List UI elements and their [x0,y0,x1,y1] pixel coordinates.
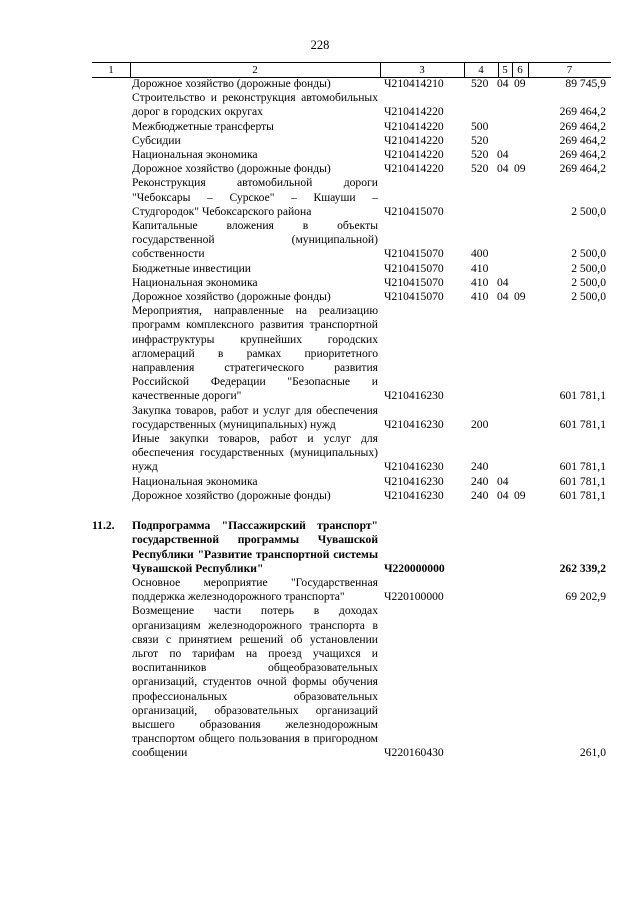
row-sum: 89 745,9 [565,77,606,90]
row-name: Закупка товаров, работ и услуг для обеспечения государственных (муниципальных) нужд [132,403,378,431]
row-expense-type: 500 [471,119,489,133]
row-code: Ч210414220 [384,148,444,162]
header-col-7: 7 [566,64,573,76]
header-col-6: 6 [517,64,523,76]
row-name: Основное мероприятие "Государственная поддержка железнодорожного транспорта" [132,575,378,604]
row-code: Ч220160430 [384,746,444,760]
row-code: Ч210415070 [384,204,444,218]
row-name: Субсидии [132,133,181,147]
table-row [0,519,640,576]
row-sum: 69 202,9 [565,590,606,604]
table-row [0,304,640,403]
row-code: Ч210416230 [384,389,444,403]
row-sum: 601 781,1 [559,389,606,403]
row-sum: 2 500,0 [571,275,606,289]
row-name: Дорожное хозяйство (дорожные фонды) [132,488,331,502]
row-section: 04 [497,77,509,90]
row-code: Ч210414220 [384,133,444,147]
row-name: Строительство и реконструкция автомобильных дорог в городских округах [132,91,378,119]
row-sum: 262 339,2 [559,561,606,575]
table-row [0,262,640,276]
header-col-2: 2 [252,64,258,76]
row-code: Ч210415070 [384,290,444,304]
header-col-1: 1 [108,64,114,76]
row-name: Национальная экономика [132,275,258,289]
row-name: Реконструкция автомобильной дороги "Чебоксары – Сурское" – Кшауши – Студгородок" Чебоксарского района [132,176,378,218]
row-sum: 2 500,0 [571,290,606,304]
row-sum: 2 500,0 [571,204,606,218]
table-row [0,475,640,489]
row-sum: 269 464,2 [559,162,606,176]
row-name: Дорожное хозяйство (дорожные фонды) [132,162,331,176]
row-name: Межбюджетные трансферты [132,119,274,133]
header-col-3: 3 [419,64,425,76]
row-name: Мероприятия, направленные на реализацию программ комплексного развития транспортной инфраструктуры крупнейших городских агломераций в рамках приоритетного направления стратегического развития Российской Федерации "Безопасные и качественные дороги" [132,304,378,403]
row-name: Национальная экономика [132,474,258,488]
row-expense-type: 400 [471,247,489,261]
row-section: 04 [497,275,509,289]
row-expense-type: 240 [471,474,489,488]
row-section: 04 [497,162,509,176]
row-expense-type: 410 [471,290,489,304]
table-row [0,489,640,503]
header-col-5: 5 [502,64,508,76]
row-name: Иные закупки товаров, работ и услуг для обеспечения государственных (муниципальных) нужд [132,432,378,474]
row-name: Подпрограмма "Пассажирский транспорт" государственной программы Чувашской Республики "Развитие транспортной системы Чувашской Республики" [132,519,378,575]
row-code: Ч220000000 [384,561,445,575]
row-name: Возмещение части потерь в доходах организациям железнодорожного транспорта в связи с принятием решений об установлении льгот по тарифам на проезд учащихся и воспитанников общеобразовательных организаций, студентов очной формы обучения профессиональных образовательных организаций, образовательных организаций высшего образования железнодорожным транспортом общего пользования в пригородном сообщении [132,604,378,760]
row-code: Ч210416230 [384,474,444,488]
row-code: Ч210414220 [384,162,444,176]
row-sum: 2 500,0 [571,261,606,275]
row-sum: 269 464,2 [559,119,606,133]
row-code: Ч210414220 [384,105,444,119]
row-section: 04 [497,488,509,502]
table-row [0,276,640,290]
table-row [0,148,640,162]
row-code: Ч220100000 [384,590,444,604]
row-subsection: 09 [514,290,526,304]
row-sum: 601 781,1 [559,460,606,474]
row-expense-type: 200 [471,417,489,431]
row-code: Ч210415070 [384,247,444,261]
row-subsection: 09 [514,77,526,90]
table-row [0,134,640,148]
row-name: Дорожное хозяйство (дорожные фонды) [132,290,331,304]
table-row [0,576,640,604]
table-row [0,404,640,432]
page-number: 228 [310,38,330,52]
table-row [0,432,640,475]
row-section: 04 [497,290,509,304]
row-section: 04 [497,474,509,488]
row-sum: 601 781,1 [559,488,606,502]
row-code: Ч210414210 [384,77,444,90]
row-subsection: 09 [514,162,526,176]
row-name: Бюджетные инвестиции [132,261,252,275]
row-code: Ч210416230 [384,488,444,502]
row-code: Ч210414220 [384,119,444,133]
table-row [0,120,640,134]
row-sum: 269 464,2 [559,133,606,147]
row-name: Капитальные вложения в объекты государственной (муниципальной) собственности [132,219,378,261]
table-row [0,77,640,91]
row-subsection: 09 [514,488,526,502]
row-section: 04 [497,148,509,162]
row-expense-type: 240 [471,460,489,474]
row-sum: 269 464,2 [559,148,606,162]
table-row [0,604,640,760]
row-expense-type: 410 [471,261,489,275]
table-header [92,62,611,78]
row-code: Ч210415070 [384,261,444,275]
row-expense-type: 520 [471,133,489,147]
row-name: Национальная экономика [132,148,258,162]
table-row [0,162,640,176]
row-name: Дорожное хозяйство (дорожные фонды) [132,77,331,90]
table-row [0,176,640,219]
table-body [0,77,640,761]
row-expense-type: 520 [471,77,489,90]
row-number: 11.2. [92,519,115,533]
header-col-4: 4 [478,64,484,76]
row-sum: 269 464,2 [559,105,606,119]
row-expense-type: 410 [471,275,489,289]
row-code: Ч210416230 [384,460,444,474]
row-sum: 601 781,1 [559,417,606,431]
row-sum: 2 500,0 [571,247,606,261]
table-row [0,290,640,304]
row-expense-type: 240 [471,488,489,502]
row-expense-type: 520 [471,162,489,176]
row-expense-type: 520 [471,148,489,162]
row-code: Ч210415070 [384,275,444,289]
row-sum: 601 781,1 [559,474,606,488]
table-row [0,219,640,262]
table-row [0,91,640,119]
row-sum: 261,0 [579,746,606,760]
row-code: Ч210416230 [384,417,444,431]
